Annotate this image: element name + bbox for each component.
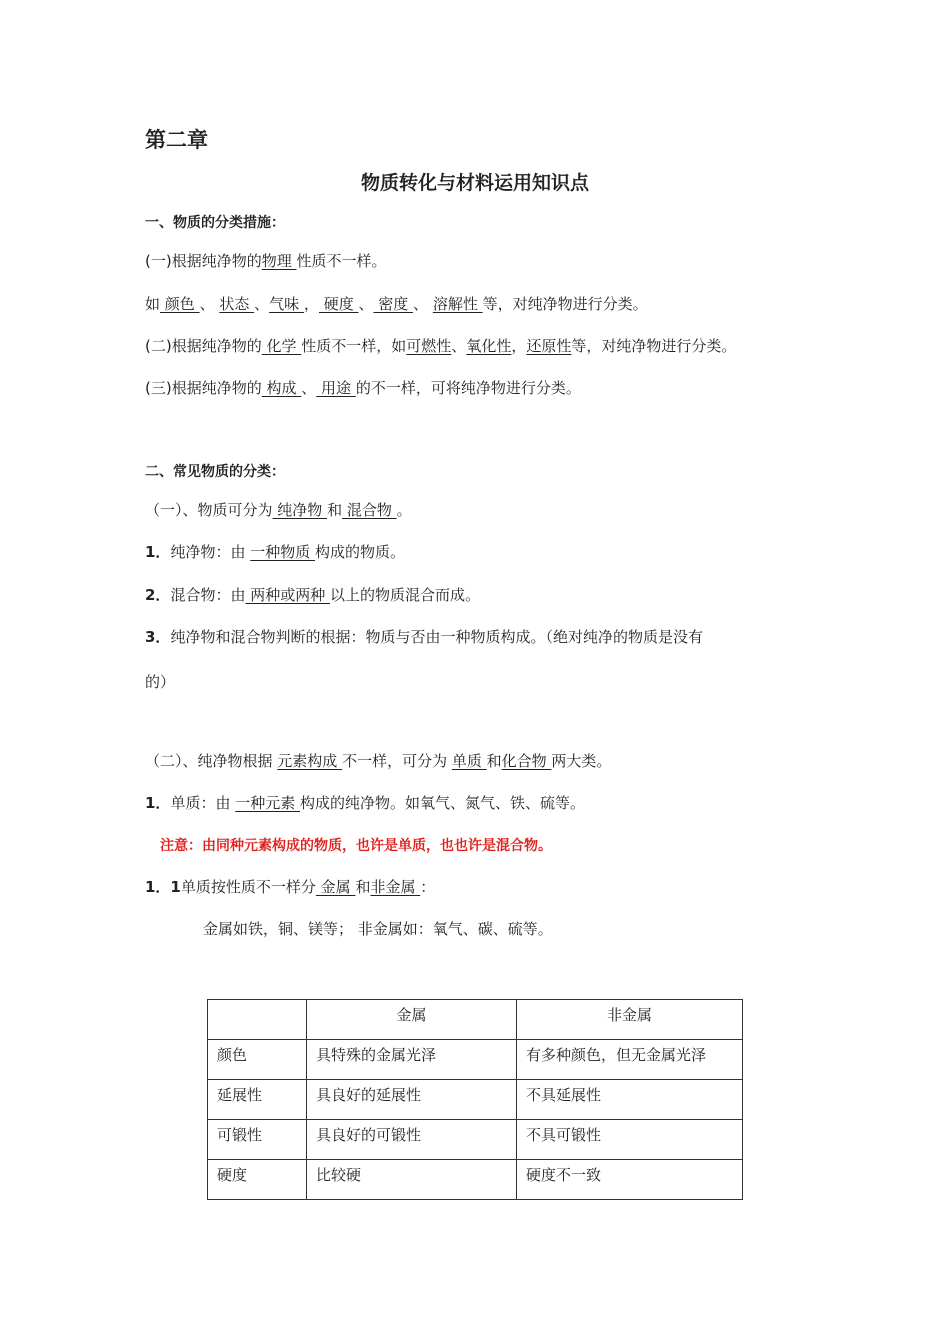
- paragraph-continuation: 的）: [145, 673, 176, 691]
- paragraph: [145, 378, 581, 398]
- document-title: 物质转化与材料运用知识点: [360, 172, 589, 194]
- blank-answer: 纯净物: [272, 501, 328, 519]
- text: 、: [358, 295, 374, 313]
- paragraph: [145, 793, 585, 813]
- blank-answer: 氧化性: [466, 337, 512, 355]
- text: （二）、纯净物根据: [145, 752, 278, 770]
- text: 单质按性质不一样分: [180, 878, 316, 896]
- blank-answer: 混合物: [342, 501, 397, 519]
- blank-answer: 一种元素: [235, 794, 300, 812]
- blank-answer: 化学: [261, 337, 302, 355]
- text: ：: [420, 878, 436, 896]
- text: ，: [511, 337, 527, 355]
- text: 。: [396, 501, 412, 519]
- table-cell: 颜色: [208, 1040, 307, 1080]
- table-cell: 具特殊的金属光泽: [307, 1040, 517, 1080]
- blank-answer: 金属: [315, 878, 356, 896]
- blank-answer: 还原性: [526, 337, 572, 355]
- text: 混合物：由: [170, 586, 246, 604]
- blank-answer: 构成: [261, 379, 302, 397]
- item-number: 1．1: [145, 878, 181, 896]
- text: 单质：由: [170, 794, 236, 812]
- table-cell: 具良好的可锻性: [307, 1120, 517, 1160]
- text: ，: [303, 295, 319, 313]
- table-row: [208, 1120, 743, 1160]
- table-header-cell: 非金属: [517, 1000, 743, 1040]
- text: 不一样，可分为: [342, 752, 452, 770]
- paragraph: [145, 585, 480, 605]
- table-row: [208, 1080, 743, 1120]
- text: (二)根据纯净物的: [145, 337, 262, 355]
- item-number: 1．: [145, 794, 171, 812]
- note-warning: 注意：由同种元素构成的物质，也许是单质，也也许是混合物。: [160, 838, 552, 854]
- blank-answer: 单质: [451, 752, 487, 770]
- text: 、: [254, 295, 270, 313]
- table-cell: 有多种颜色，但无金属光泽: [517, 1040, 743, 1080]
- table-cell: 硬度不一致: [517, 1160, 743, 1200]
- paragraph: [145, 542, 405, 562]
- paragraph: [145, 294, 648, 314]
- table-header-row: [208, 1000, 743, 1040]
- paragraph: [145, 500, 412, 520]
- table-cell: 不具延展性: [517, 1080, 743, 1120]
- blank-answer: 用途: [316, 379, 356, 397]
- text: 性质不一样，如: [301, 337, 407, 355]
- blank-answer: 一种物质: [250, 543, 315, 561]
- text: 和: [355, 878, 371, 896]
- table-cell: 可锻性: [208, 1120, 307, 1160]
- text: 、: [199, 295, 220, 313]
- item-number: 2．: [145, 586, 171, 604]
- table-cell: 具良好的延展性: [307, 1080, 517, 1120]
- blank-answer: 非金属: [370, 878, 421, 896]
- item-number: 1．: [145, 543, 171, 561]
- text: 构成的纯净物。如氧气、氮气、铁、硫等。: [300, 794, 586, 812]
- text: （一）、物质可分为: [145, 501, 273, 519]
- metal-nonmetal-table: [207, 999, 743, 1200]
- text: 纯净物和混合物判断的根据：物质与否由一种物质构成。（绝对纯净的物质是没有: [170, 628, 703, 646]
- item-number: 3．: [145, 628, 171, 646]
- paragraph: [145, 627, 703, 647]
- paragraph: [145, 251, 387, 271]
- text: 等，对纯净物进行分类。: [571, 337, 737, 355]
- blank-answer: 密度: [373, 295, 414, 313]
- paragraph-examples: 金属如铁，铜、镁等； 非金属如：氧气、碳、硫等。: [203, 920, 553, 938]
- table-cell: 延展性: [208, 1080, 307, 1120]
- blank-answer: 化合物: [501, 752, 552, 770]
- blank-answer: 溶解性: [432, 295, 483, 313]
- table-cell: 不具可锻性: [517, 1120, 743, 1160]
- blank-answer: 气味: [269, 295, 304, 313]
- blank-answer: 两种或两种: [245, 586, 330, 604]
- blank-answer: 颜色: [160, 295, 200, 313]
- table-cell: 硬度: [208, 1160, 307, 1200]
- text: 构成的物质。: [315, 543, 406, 561]
- text: 如: [145, 295, 161, 313]
- blank-answer: 可燃性: [406, 337, 452, 355]
- table-cell: 比较硬: [307, 1160, 517, 1200]
- text: 和: [486, 752, 502, 770]
- paragraph: [145, 336, 736, 356]
- chapter-heading: 第二章: [145, 128, 208, 152]
- text: 纯净物：由: [170, 543, 251, 561]
- text: 以上的物质混合而成。: [330, 586, 481, 604]
- blank-answer: 状态: [219, 295, 255, 313]
- text: 、: [413, 295, 433, 313]
- paragraph: [145, 751, 611, 771]
- text: (三)根据纯净物的: [145, 379, 262, 397]
- text: 的不一样，可将纯净物进行分类。: [355, 379, 581, 397]
- paragraph: [145, 877, 435, 897]
- table-header-cell: [208, 1000, 307, 1040]
- text: 、: [451, 337, 467, 355]
- blank-answer: 硬度: [318, 295, 359, 313]
- table-row: [208, 1160, 743, 1200]
- blank-answer: 元素构成: [277, 752, 343, 770]
- blank-answer: 物理: [261, 252, 297, 270]
- text: 等，对纯净物进行分类。: [482, 295, 648, 313]
- text: 性质不一样。: [296, 252, 387, 270]
- section-1-heading: 一、物质的分类措施：: [145, 215, 285, 231]
- section-2-heading: 二、常见物质的分类：: [145, 464, 285, 480]
- table-row: [208, 1040, 743, 1080]
- text: 两大类。: [551, 752, 612, 770]
- text: 、: [301, 379, 317, 397]
- text: (一)根据纯净物的: [145, 252, 262, 270]
- table-header-cell: 金属: [307, 1000, 517, 1040]
- text: 和: [327, 501, 343, 519]
